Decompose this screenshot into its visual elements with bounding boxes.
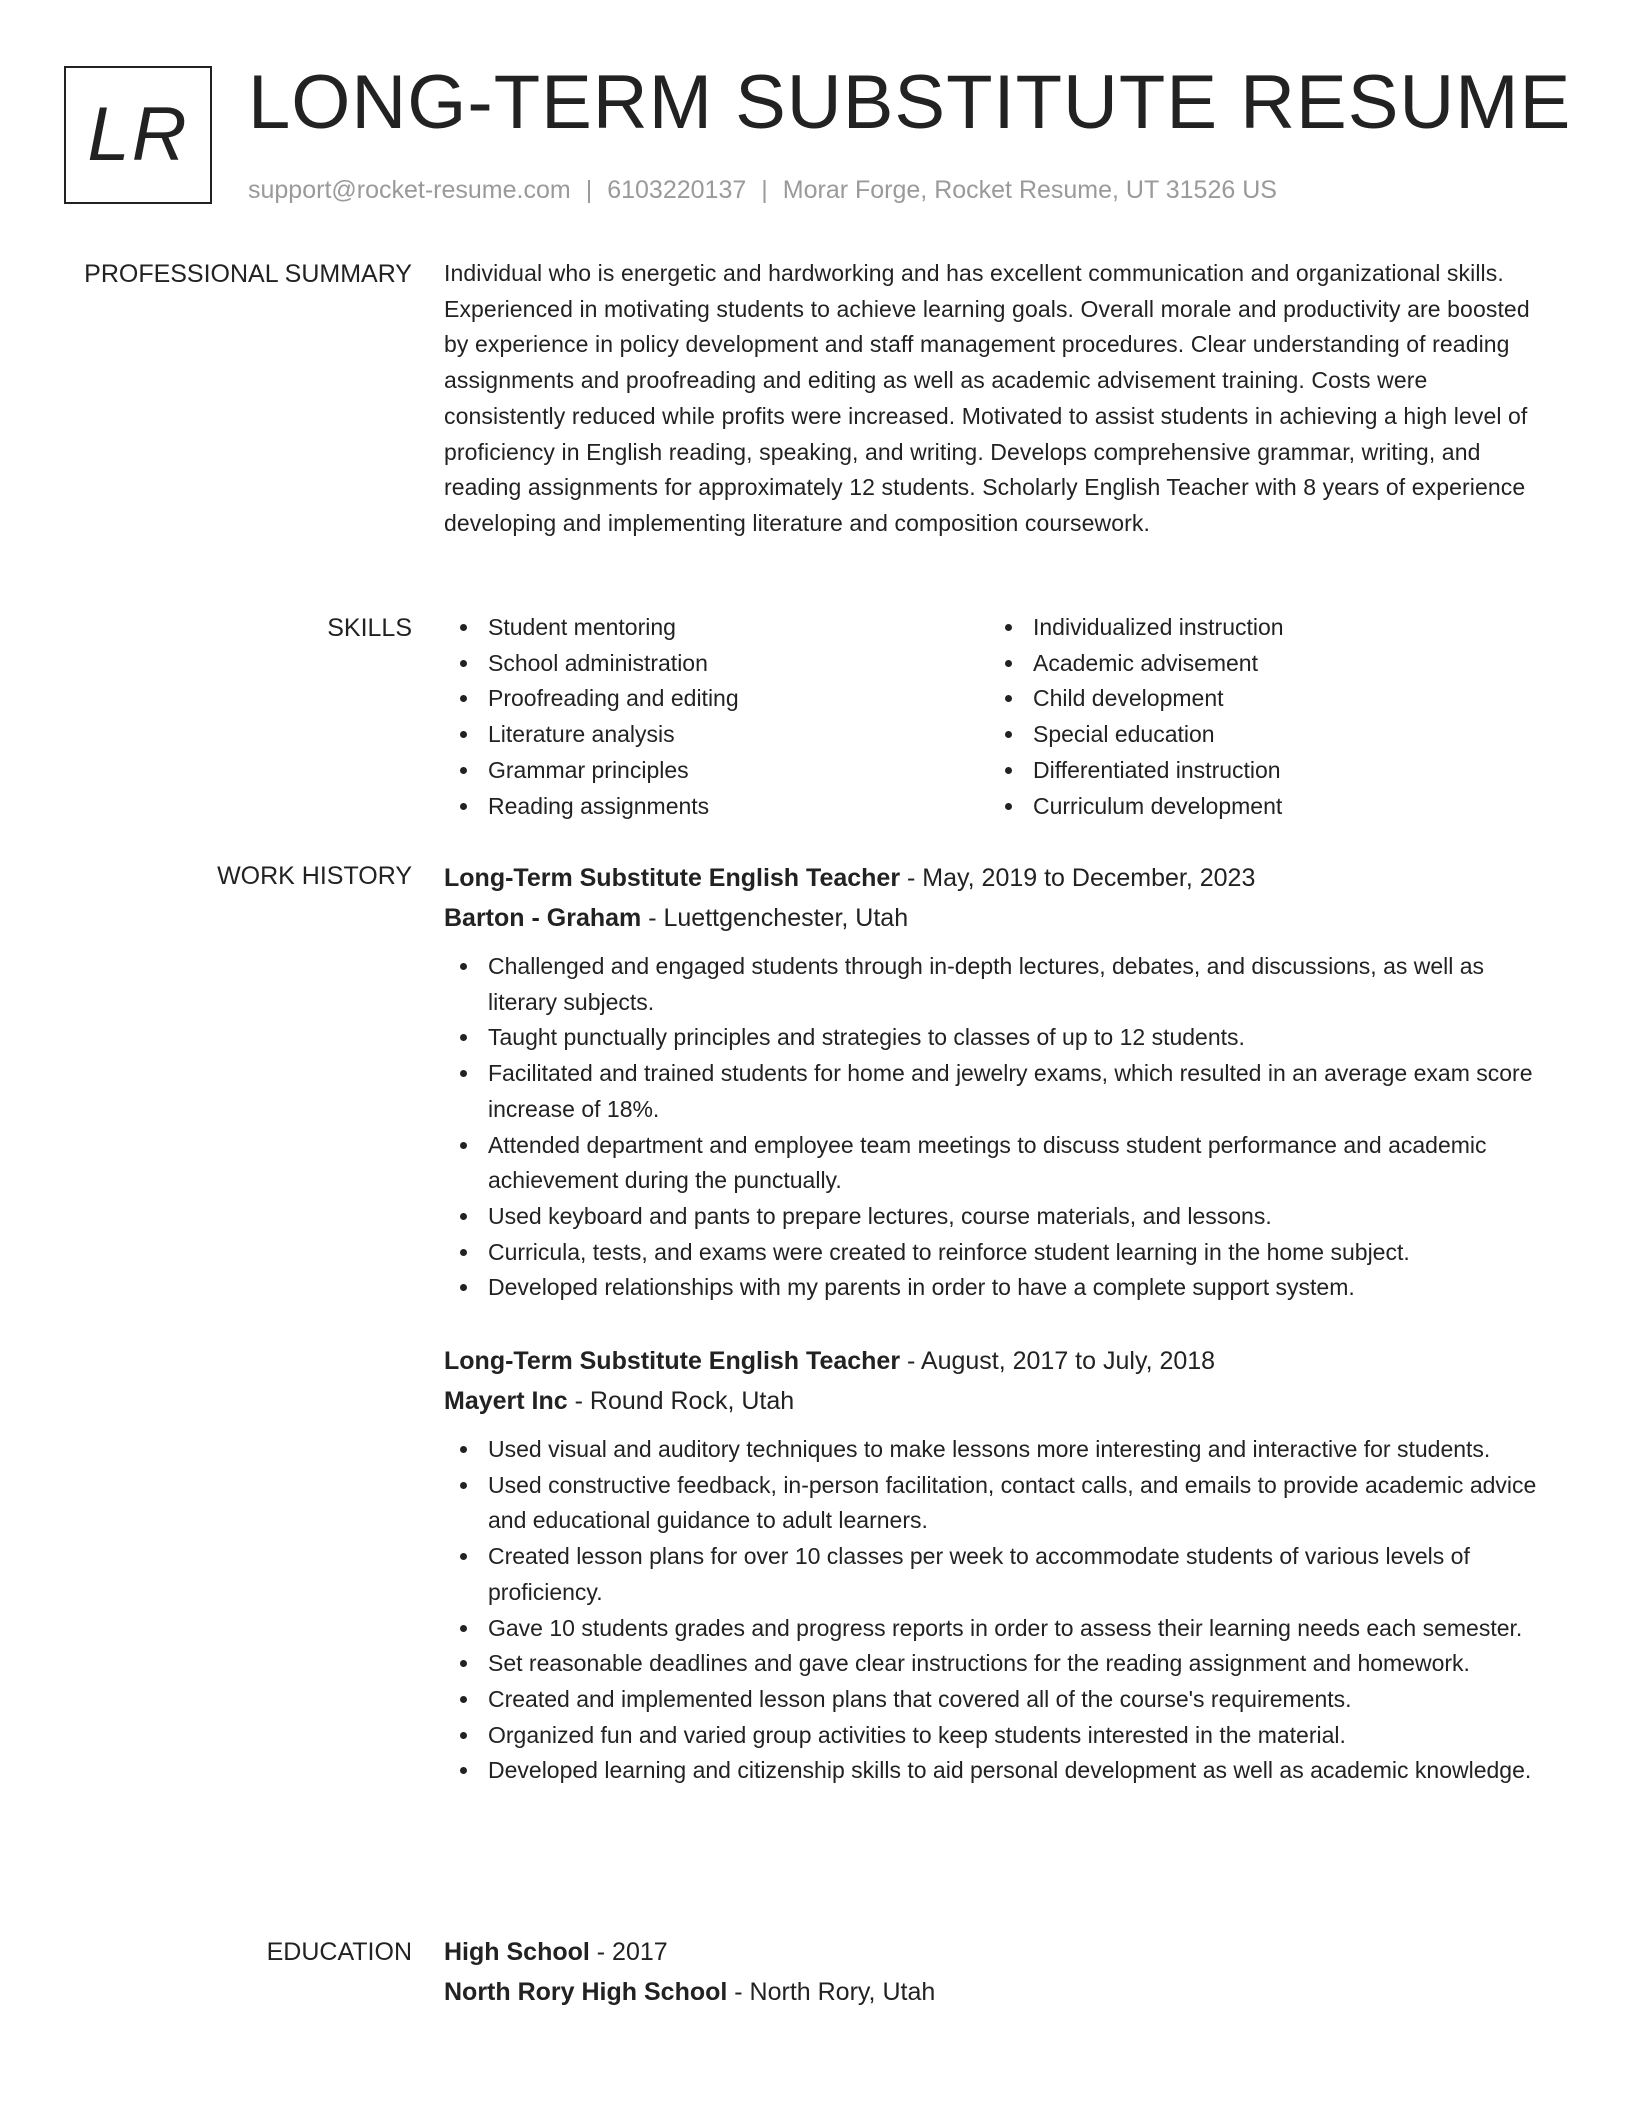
education-degree: High School (444, 1938, 590, 1966)
skills-column-left (444, 610, 989, 824)
job-company: Barton - Graham (444, 904, 642, 932)
contact-line (248, 172, 1277, 208)
contact-phone: 6103220137 (607, 176, 747, 204)
skill-item: Special education (989, 717, 1534, 753)
duty-item: Used visual and auditory techniques to make lessons more interesting and interactive for students. (444, 1432, 1554, 1468)
education-degree-line (444, 1932, 1554, 1972)
work-history-heading: WORK HISTORY (217, 862, 412, 890)
job-location: - Round Rock, Utah (567, 1387, 795, 1415)
job-entry (444, 1341, 1554, 1789)
skill-item: Individualized instruction (989, 610, 1534, 646)
skill-item: Curriculum development (989, 789, 1534, 825)
duty-item: Taught punctually principles and strategies to classes of up to 12 students. (444, 1020, 1554, 1056)
job-title: Long-Term Substitute English Teacher (444, 864, 901, 892)
job-title-line (444, 1341, 1554, 1381)
contact-separator: | (585, 176, 593, 204)
job-employer-line (444, 898, 1554, 938)
duty-item: Created and implemented lesson plans that covered all of the course's requirements. (444, 1682, 1554, 1718)
skills-column-right (989, 610, 1534, 824)
skills-grid (444, 610, 1554, 824)
duty-item: Created lesson plans for over 10 classes per week to accommodate students of various levels of proficiency. (444, 1539, 1554, 1610)
skill-item: Differentiated instruction (989, 753, 1534, 789)
contact-email: support@rocket-resume.com (248, 176, 571, 204)
job-location: - Luettgenchester, Utah (641, 904, 909, 932)
skill-item: Academic advisement (989, 646, 1534, 682)
duty-item: Facilitated and trained students for home and jewelry exams, which resulted in an average exam score increase of 18%. (444, 1056, 1554, 1127)
job-duties (444, 1432, 1554, 1789)
skill-item: Literature analysis (444, 717, 989, 753)
education-heading: EDUCATION (266, 1938, 412, 1966)
duty-item: Attended department and employee team meetings to discuss student performance and academic achievement during the punctually. (444, 1128, 1554, 1199)
monogram-initials: LR (87, 92, 189, 177)
skill-item: Reading assignments (444, 789, 989, 825)
job-employer-line (444, 1381, 1554, 1421)
summary-heading: PROFESSIONAL SUMMARY (84, 260, 412, 288)
education-school-line (444, 1972, 1554, 2012)
duty-item: Curricula, tests, and exams were created to reinforce student learning in the home subject. (444, 1235, 1554, 1271)
skill-item: Child development (989, 681, 1534, 717)
contact-address: Morar Forge, Rocket Resume, UT 31526 US (782, 176, 1277, 204)
job-dates: - August, 2017 to July, 2018 (900, 1347, 1216, 1375)
job-dates: - May, 2019 to December, 2023 (900, 864, 1256, 892)
duty-item: Developed relationships with my parents in order to have a complete support system. (444, 1270, 1554, 1306)
education-year: - 2017 (589, 1938, 668, 1966)
duty-item: Set reasonable deadlines and gave clear instructions for the reading assignment and homework. (444, 1646, 1554, 1682)
duty-item: Organized fun and varied group activities to keep students interested in the material. (444, 1718, 1554, 1754)
job-title: Long-Term Substitute English Teacher (444, 1347, 901, 1375)
education-school: North Rory High School (444, 1978, 728, 2006)
job-entry (444, 858, 1554, 1306)
job-duties (444, 949, 1554, 1306)
skill-item: Grammar principles (444, 753, 989, 789)
summary-text: Individual who is energetic and hardworking and has excellent communication and organizational skills. Experienced in motivating students to achieve learning goals. Overall morale and productivity are boosted by experience in policy development and staff management procedures. Clear understanding of reading assignments and proofreading and editing as well as academic advisement training. Costs were consistently reduced while profits were increased. Motivated to assist students in achieving a high level of proficiency in English reading, speaking, and writing. Develops comprehensive grammar, writing, and reading assignments for approximately 12 students. Scholarly English Teacher with 8 years of experience developing and implementing literature and composition coursework. (444, 260, 1530, 536)
duty-item: Challenged and engaged students through in-depth lectures, debates, and discussions, as well as literary subjects. (444, 949, 1554, 1020)
duty-item: Gave 10 students grades and progress reports in order to assess their learning needs each semester. (444, 1611, 1554, 1647)
job-company: Mayert Inc (444, 1387, 568, 1415)
duty-item: Used keyboard and pants to prepare lectures, course materials, and lessons. (444, 1199, 1554, 1235)
education-entry (444, 1932, 1554, 2012)
skill-item: Student mentoring (444, 610, 989, 646)
job-title-line (444, 858, 1554, 898)
monogram-logo (64, 66, 212, 204)
skill-item: Proofreading and editing (444, 681, 989, 717)
duty-item: Used constructive feedback, in-person facilitation, contact calls, and emails to provide academic advice and educational guidance to adult learners. (444, 1468, 1554, 1539)
education-location: - North Rory, Utah (727, 1978, 936, 2006)
skills-heading: SKILLS (327, 614, 412, 642)
duty-item: Developed learning and citizenship skills to aid personal development as well as academic knowledge. (444, 1753, 1554, 1789)
contact-separator: | (761, 176, 768, 204)
skill-item: School administration (444, 646, 989, 682)
resume-title: LONG-TERM SUBSTITUTE RESUME (248, 60, 1572, 145)
